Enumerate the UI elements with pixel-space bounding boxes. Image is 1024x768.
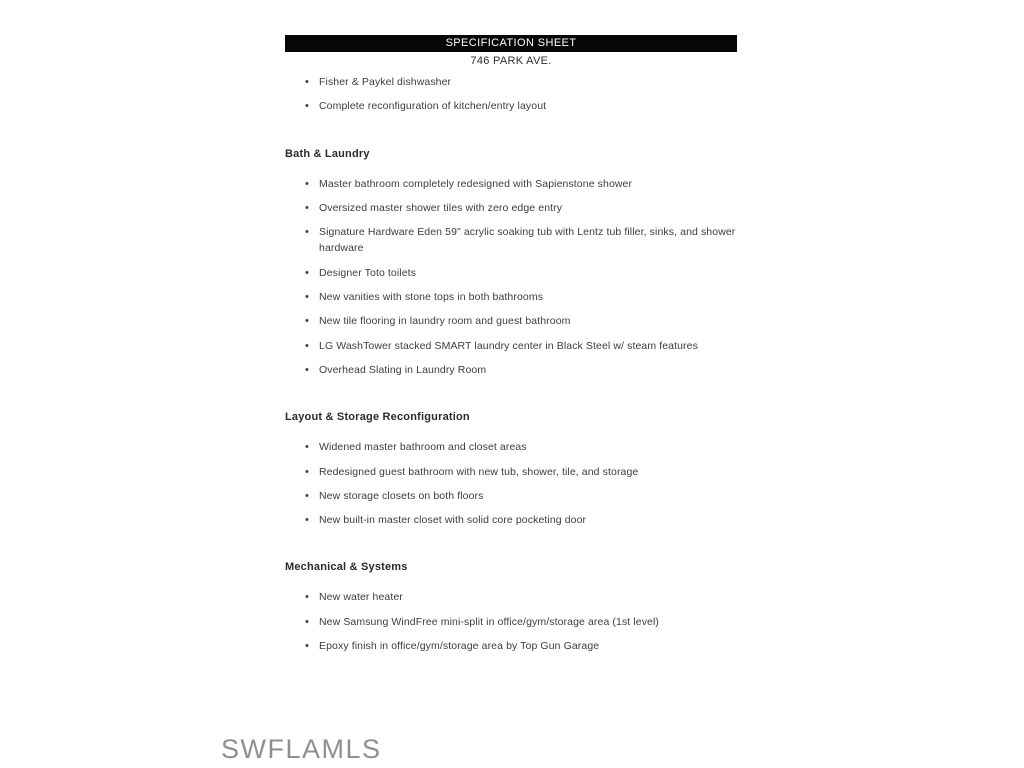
title-bar (285, 35, 737, 52)
list-item: • New storage closets on both floors (285, 488, 737, 504)
title-bar-text: SPECIFICATION SHEET (445, 37, 577, 49)
section-list-layout-storage (285, 439, 737, 528)
list-item: • Fisher & Paykel dishwasher (285, 74, 737, 90)
list-item: • Master bathroom completely redesigned with Sapienstone shower (285, 176, 737, 192)
list-item: • Redesigned guest bathroom with new tub, shower, tile, and storage (285, 464, 737, 480)
list-item: • Complete reconfiguration of kitchen/entry layout (285, 98, 737, 114)
list-item: • Epoxy finish in office/gym/storage area by Top Gun Garage (285, 638, 737, 654)
section-list-bath-laundry (285, 176, 737, 379)
list-item: • New Samsung WindFree mini-split in office/gym/storage area (1st level) (285, 614, 737, 630)
list-item: • LG WashTower stacked SMART laundry center in Black Steel w/ steam features (285, 338, 737, 354)
list-item: • New water heater (285, 589, 737, 605)
section-heading-layout-storage: Layout & Storage Reconfiguration (285, 411, 470, 424)
spec-sheet-document (285, 35, 737, 662)
section-list-mechanical-systems (285, 589, 737, 654)
list-item: • Overhead Slating in Laundry Room (285, 362, 737, 378)
list-item: • New built-in master closet with solid core pocketing door (285, 512, 737, 528)
address-line: 746 PARK AVE. (470, 55, 552, 67)
list-item: • New tile flooring in laundry room and guest bathroom (285, 313, 737, 329)
section-list-kitchen (285, 74, 737, 115)
list-item: • Widened master bathroom and closet areas (285, 439, 737, 455)
section-heading-mechanical-systems: Mechanical & Systems (285, 561, 408, 574)
list-item: • Oversized master shower tiles with zero edge entry (285, 200, 737, 216)
list-item: • Designer Toto toilets (285, 265, 737, 281)
list-item: • Signature Hardware Eden 59" acrylic soaking tub with Lentz tub filler, sinks, and shower hardware (285, 224, 737, 257)
section-heading-bath-laundry: Bath & Laundry (285, 147, 370, 160)
list-item: • New vanities with stone tops in both bathrooms (285, 289, 737, 305)
watermark: SWFLAMLS (221, 734, 382, 764)
